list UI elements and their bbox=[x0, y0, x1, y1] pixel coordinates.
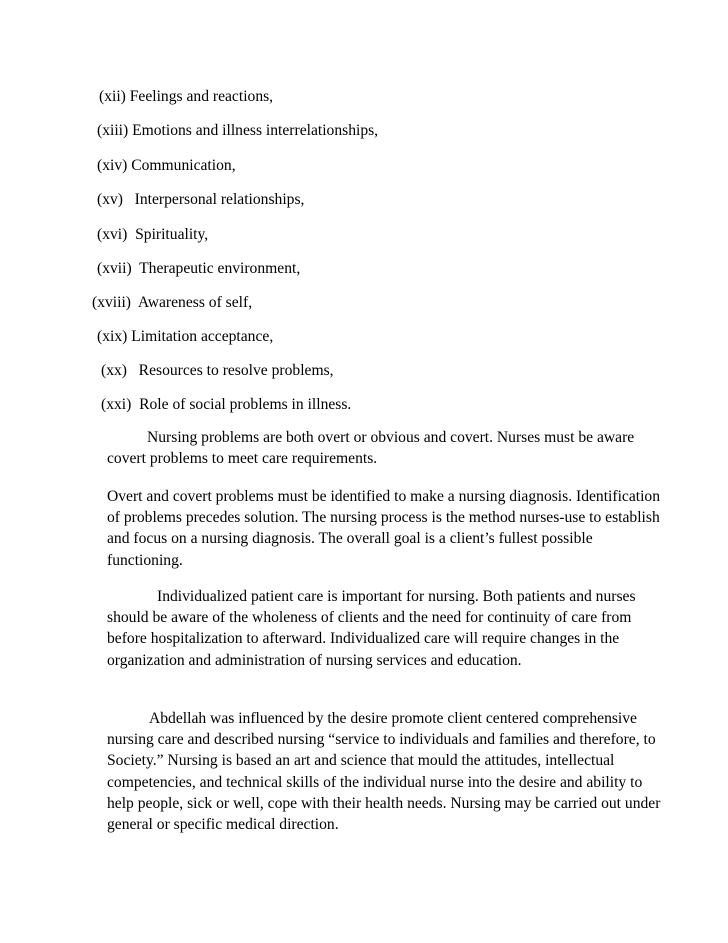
list-item-xii: (xii) Feelings and reactions, bbox=[99, 88, 274, 105]
paragraph-overt-covert: Overt and covert problems must be identified to make a nursing diagnosis. Identification of problems precedes solution. The nursing process is the method nurses-use to establish and focus on a nursing diagnosis. The overall goal is a client’s fullest possible functioning. bbox=[107, 488, 661, 569]
paragraph-individualized-care: Individualized patient care is important for nursing. Both patients and nurses should be aware of the wholeness of clients and the need for continuity of care from before hospitalization to afterward. Individualized care will require changes in the organization and administration of nursing services and education. bbox=[107, 588, 636, 669]
list-item-xvi: (xvi) Spirituality, bbox=[97, 226, 209, 243]
list-item-xx: (xx) Resources to resolve problems, bbox=[101, 362, 334, 379]
list-item-xix: (xix) Limitation acceptance, bbox=[97, 328, 274, 345]
list-item-xiii: (xiii) Emotions and illness interrelationships, bbox=[97, 122, 379, 139]
paragraph-abdellah: Abdellah was influenced by the desire promote client centered comprehensive nursing care and described nursing “service to individuals and families and therefore, to Society.” Nursing is based an art and science that mould the attitudes, intellectual competencies, and technical skills of the individual nurse into the desire and ability to help people, sick or well, cope with their health needs. Nursing may be carried out under general or specific medical direction. bbox=[107, 710, 661, 834]
list-item-xiv: (xiv) Communication, bbox=[97, 157, 236, 174]
list-item-xvii: (xvii) Therapeutic environment, bbox=[97, 260, 301, 277]
list-item-xviii: (xviii) Awareness of self, bbox=[92, 294, 253, 311]
list-item-xv: (xv) Interpersonal relationships, bbox=[97, 191, 305, 208]
list-item-xxi: (xxi) Role of social problems in illness. bbox=[101, 396, 352, 413]
paragraph-nursing-problems: Nursing problems are both overt or obvious and covert. Nurses must be aware covert problems to meet care requirements. bbox=[107, 429, 635, 468]
